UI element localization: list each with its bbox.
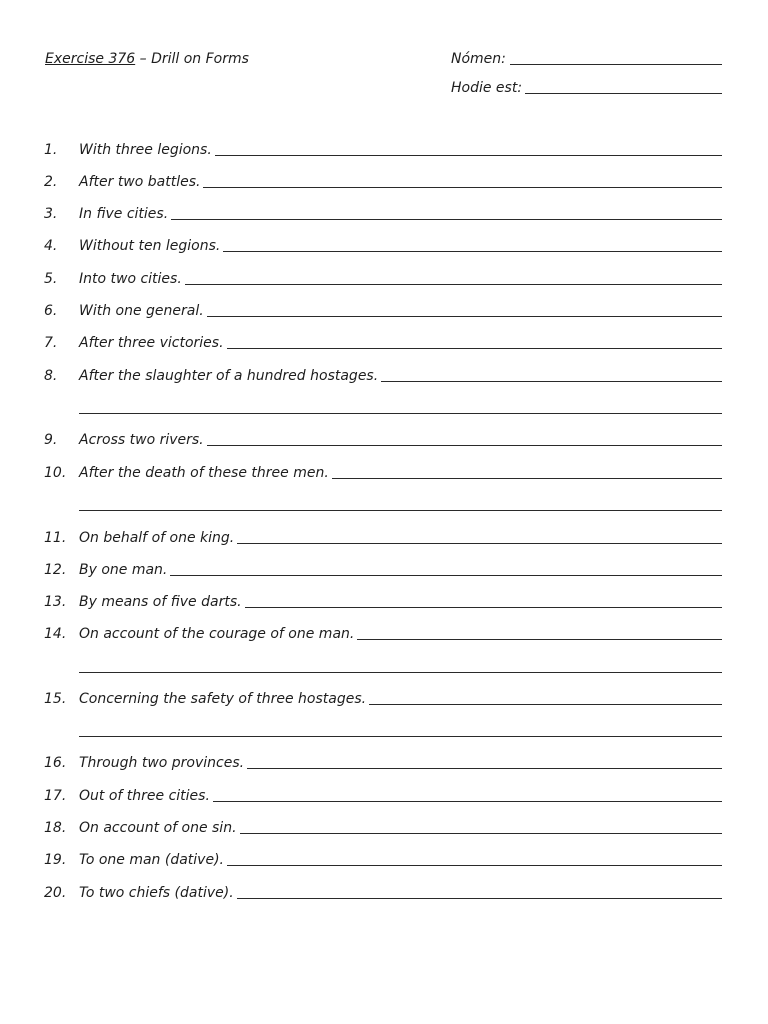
date-field[interactable] — [522, 93, 722, 94]
question-number: 11. — [44, 530, 67, 546]
question-prompt: To two chiefs (dative). — [79, 884, 237, 902]
question-number: 8. — [44, 368, 58, 384]
question-prompt: With three legions. — [79, 141, 215, 159]
answer-line-continuation[interactable] — [79, 736, 722, 737]
answer-line[interactable] — [79, 575, 722, 576]
exercise-number: Exercise 376 — [45, 51, 136, 67]
question-prompt: Across two rivers. — [79, 431, 207, 449]
question-prompt: Through two provinces. — [79, 754, 247, 772]
answer-line-continuation[interactable] — [79, 510, 722, 511]
question-prompt: To one man (dative). — [79, 851, 227, 869]
question-prompt: After the death of these three men. — [79, 464, 332, 482]
question-prompt: After three victories. — [79, 334, 227, 352]
name-label: Nómen: — [451, 50, 509, 68]
question-prompt: With one general. — [79, 302, 207, 320]
question-number: 4. — [44, 238, 58, 254]
answer-line-continuation[interactable] — [79, 413, 722, 414]
question-prompt: Out of three cities. — [79, 787, 213, 805]
question-number: 19. — [44, 852, 67, 868]
question-prompt: After two battles. — [79, 173, 203, 191]
worksheet-subtitle: Drill on Forms — [151, 51, 249, 67]
question-number: 1. — [44, 142, 58, 158]
question-prompt: Into two cities. — [79, 270, 185, 288]
question-number: 3. — [44, 206, 58, 222]
question-prompt: Concerning the safety of three hostages. — [79, 690, 369, 708]
title-separator: – — [135, 51, 152, 67]
question-number: 7. — [44, 335, 58, 351]
answer-line-continuation[interactable] — [79, 672, 722, 673]
question-number: 18. — [44, 820, 67, 836]
question-prompt: In five cities. — [79, 205, 171, 223]
worksheet-title — [45, 50, 252, 68]
question-number: 10. — [44, 465, 67, 481]
question-prompt: On account of the courage of one man. — [79, 625, 357, 643]
answer-line[interactable] — [79, 219, 722, 220]
question-number: 17. — [44, 788, 67, 804]
question-number: 2. — [44, 174, 58, 190]
question-number: 5. — [44, 271, 58, 287]
question-prompt: On behalf of one king. — [79, 529, 237, 547]
question-prompt: On account of one sin. — [79, 819, 240, 837]
question-number: 20. — [44, 885, 67, 901]
question-number: 13. — [44, 594, 67, 610]
name-field[interactable] — [510, 64, 722, 65]
question-prompt: After the slaughter of a hundred hostages. — [79, 367, 381, 385]
question-number: 14. — [44, 626, 67, 642]
question-prompt: By means of five darts. — [79, 593, 245, 611]
question-number: 9. — [44, 432, 58, 448]
question-prompt: Without ten legions. — [79, 237, 223, 255]
question-number: 12. — [44, 562, 67, 578]
question-number: 6. — [44, 303, 58, 319]
question-prompt: By one man. — [79, 561, 170, 579]
date-label: Hodie est: — [451, 79, 525, 97]
question-number: 15. — [44, 691, 67, 707]
question-number: 16. — [44, 755, 67, 771]
